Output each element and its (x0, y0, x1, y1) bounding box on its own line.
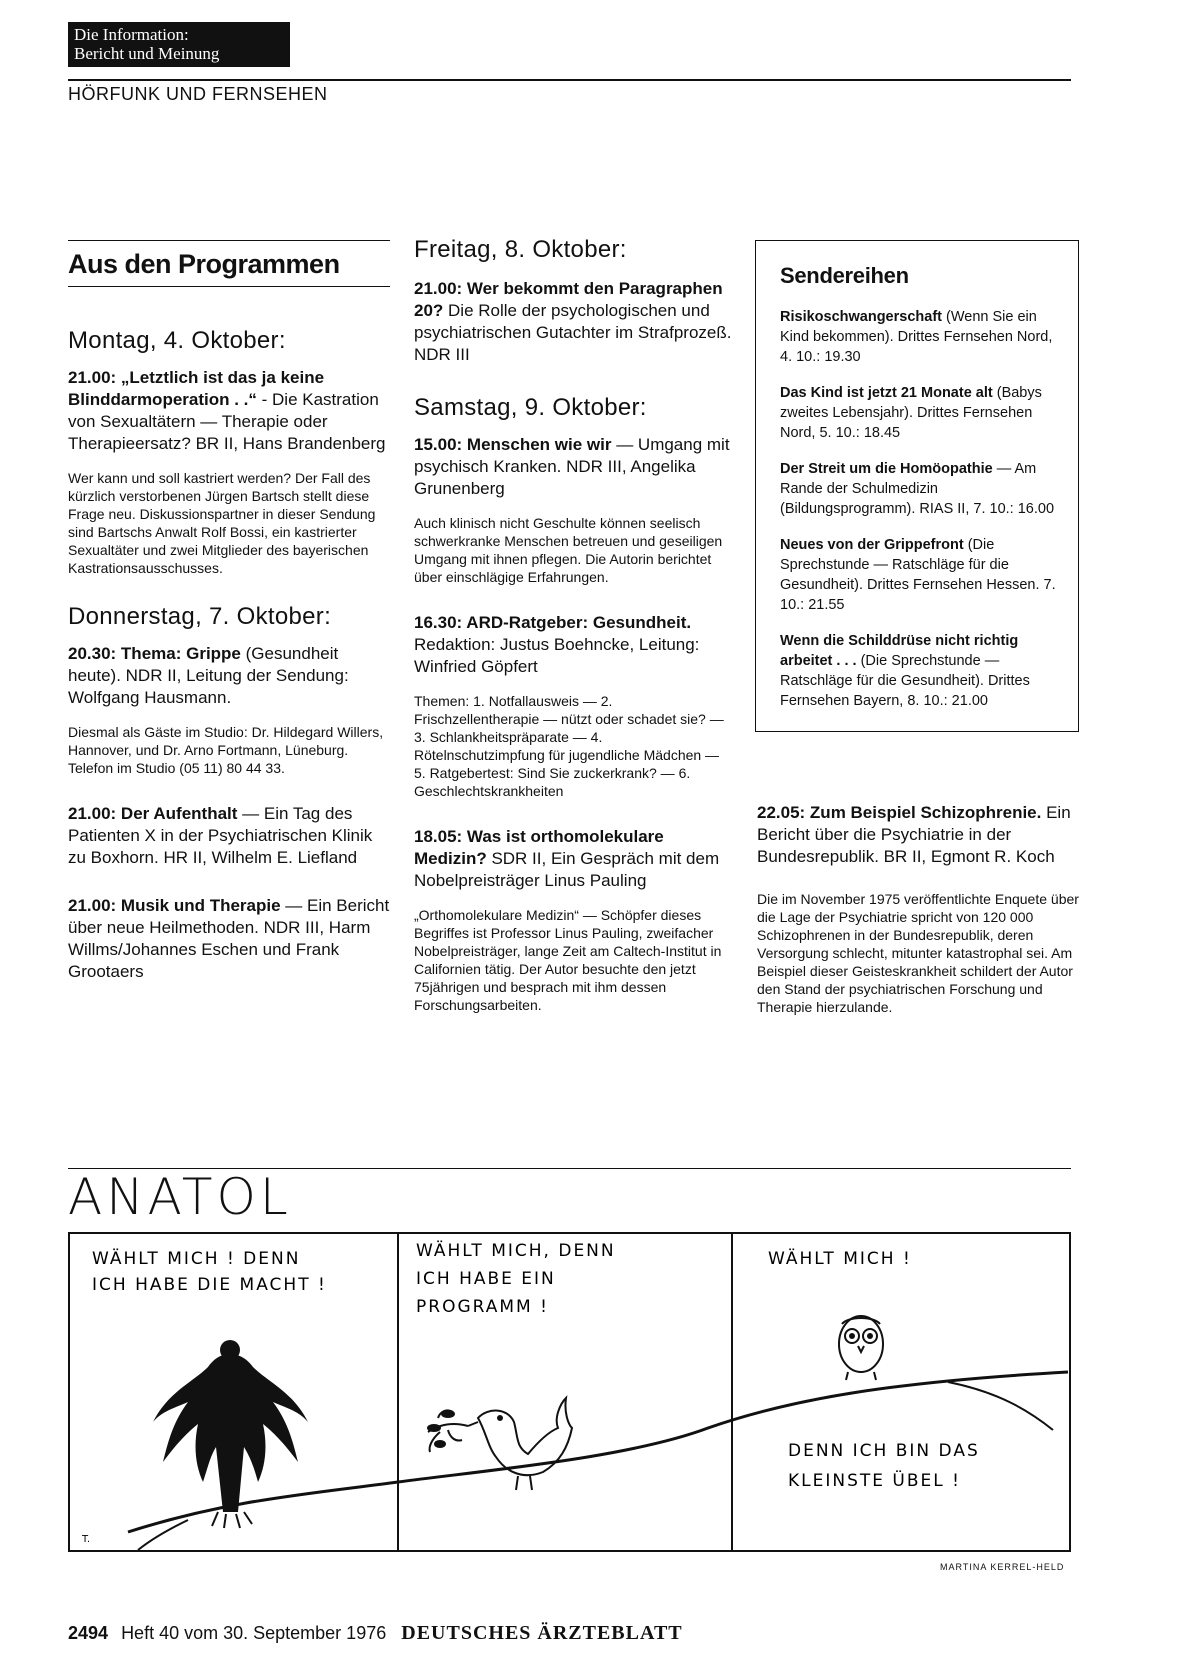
speech-bubble-text: WÄHLT MICH, DENN (416, 1241, 616, 1261)
series-text: (Die Sprechstunde — Ratschläge für die Gesundheit). Drittes Fernsehen Hessen. 7. 10.: 21.55 (780, 537, 1056, 613)
top-rule (68, 79, 1071, 81)
series-entry (780, 535, 1056, 615)
program-entry (414, 826, 734, 892)
day-heading-monday: Montag, 4. Oktober: (68, 327, 286, 354)
speech-bubble-text: PROGRAMM ! (416, 1297, 549, 1317)
series-text: (Wenn Sie ein Kind bekommen). Drittes Fernsehen Nord, 4. 10.: 19.30 (780, 309, 1053, 365)
twig-icon (138, 1520, 188, 1550)
entry-description: Die im November 1975 veröffentlichte Enquete über die Lage der Psychiatrie spricht von 120 000 Schizophrenen in der Bundesrepublik, deren Versorgung schlecht, mitunter katastrophal sei. Am Beispiel dieser Geisteskrankheit schildert der Autor den Stand der psychiatrischen Forschung und Therapie hierzulande. (757, 891, 1079, 1015)
program-entry (414, 278, 734, 366)
series-entry (780, 631, 1056, 711)
comic-title: ANATOL (68, 1168, 292, 1226)
magazine-name: DEUTSCHES ÄRZTEBLATT (401, 1622, 683, 1644)
series-title: Der Streit um die Homöopathie (780, 461, 993, 477)
page-footer (68, 1622, 683, 1645)
entry-text: SDR II, Ein Gespräch mit dem Nobelpreisträger Linus Pauling (414, 849, 720, 890)
kicker-line-1: Die Information: (74, 25, 189, 44)
speech-bubble-text: ICH HABE DIE MACHT ! (92, 1275, 327, 1295)
entry-description: „Orthomolekulare Medizin“ — Schöpfer dieses Begriffes ist Professor Linus Pauling, zweifacher Nobelpreisträger, lange Zeit am Caltech-Institut in Californien tätig. Der Autor besuchte den jetzt 75jährigen und besprach mit ihm dessen Forschungsarbeiten. (414, 907, 722, 1013)
entry-title: 22.05: Zum Beispiel Schizophrenie. (757, 803, 1042, 822)
program-entry (414, 612, 734, 678)
kicker-label (68, 22, 290, 67)
program-entry (68, 367, 390, 455)
entry-description: Auch klinisch nicht Geschulte können seelisch schwerkranke Menschen betreuen und geseiligen Umgang mit ihnen pflegen. Die Autorin berichtet über einschlägige Erfahrungen. (414, 515, 723, 585)
eagle-icon (153, 1340, 308, 1512)
entry-title: 18.05: Was ist orthomolekulare Medizin? (414, 827, 664, 868)
section-title: HÖRFUNK UND FERNSEHEN (68, 84, 328, 104)
entry-title: 21.00: „Letztlich ist das ja keine Blinddarmoperation . .“ (68, 368, 325, 409)
entry-title: 20.30: Thema: Grippe (68, 644, 241, 663)
speech-bubble-text: WÄHLT MICH ! DENN (92, 1249, 301, 1269)
series-title: Risikoschwangerschaft (780, 309, 942, 325)
series-title: Wenn die Schilddrüse nicht richtig arbeitet . . . (780, 633, 1019, 669)
program-entry (68, 803, 390, 869)
entry-title: 21.00: Wer bekommt den Paragraphen 20? (414, 279, 723, 320)
series-heading: Sendereihen (780, 263, 909, 288)
programs-heading: Aus den Programmen (68, 240, 390, 287)
owl-icon (839, 1316, 883, 1380)
program-entry (757, 802, 1079, 868)
entry-description: Wer kann und soll kastriert werden? Der Fall des kürzlich verstorbenen Jürgen Bartsch stellt diese Frage neu. Diskussionspartner in dieser Sendung sind Bartschs Anwalt Rolf Bossi, ein kastrierter Sexualtäter und zwei Mitglieder des bayerischen Kastrationsausschusses. (68, 470, 376, 576)
column-2 (414, 236, 734, 1040)
entry-text: — Umgang mit psychisch Kranken. NDR III, Angelika Grunenberg (414, 435, 730, 498)
entry-text: Die Rolle der psychologischen und psychiatrischen Gutachter im Strafprozeß. NDR III (414, 301, 732, 364)
speech-bubble-text: KLEINSTE ÜBEL ! (788, 1471, 961, 1491)
eagle-talons-icon (212, 1512, 252, 1528)
program-entry (68, 643, 390, 709)
artist-signature: T. (82, 1534, 91, 1545)
speech-bubble-text: ICH HABE EIN (416, 1269, 556, 1289)
series-entry (780, 307, 1056, 367)
column-1 (68, 240, 390, 997)
comic-credit: MARTINA KERREL-HELD (940, 1562, 1065, 1572)
series-entry (780, 383, 1056, 443)
page-number: 2494 (68, 1623, 109, 1643)
issue-info: Heft 40 vom 30. September 1976 (121, 1623, 387, 1643)
series-text: (Babys zweites Lebensjahr). Drittes Fernsehen Nord, 5. 10.: 18.45 (780, 385, 1042, 441)
series-text: (Die Sprechstunde — Ratschläge für die Gesundheit). Drittes Fernsehen Bayern, 8. 10.: 21.00 (780, 653, 1030, 709)
series-box (755, 240, 1079, 732)
day-heading-thursday: Donnerstag, 7. Oktober: (68, 603, 332, 630)
entry-text: - Die Kastration von Sexualtätern — Therapie oder Therapieersatz? BR II, Hans Brandenberg (68, 390, 386, 453)
entry-text: — Ein Tag des Patienten X in der Psychiatrischen Klinik zu Boxhorn. HR II, Wilhelm E. Liefland (68, 804, 373, 867)
program-entry (68, 895, 390, 983)
comic-strip (68, 1232, 1071, 1558)
entry-description: Diesmal als Gäste im Studio: Dr. Hildegard Willers, Hannover, und Dr. Arno Fortmann, Lüneburg. Telefon im Studio (05 11) 80 44 33. (68, 724, 384, 776)
entry-text: Ein Bericht über die Psychiatrie in der Bundesrepublik. BR II, Egmont R. Koch (757, 803, 1071, 866)
entry-title: 21.00: Musik und Therapie (68, 896, 281, 915)
twig-icon (948, 1382, 1053, 1430)
entry-text: — Ein Bericht über neue Heilmethoden. NDR III, Harm Willms/Johannes Eschen und Frank Grootaers (68, 896, 390, 981)
day-heading-saturday: Samstag, 9. Oktober: (414, 394, 647, 421)
series-title: Das Kind ist jetzt 21 Monate alt (780, 385, 993, 401)
entry-text: Redaktion: Justus Boehncke, Leitung: Winfried Göpfert (414, 635, 700, 676)
column-3 (757, 240, 1079, 1042)
entry-description: Themen: 1. Notfallausweis — 2. Frischzellentherapie — nützt oder schadet sie? — 3. Schlankheitspräparate — 4. Rötelnschutzimpfung für jugendliche Mädchen — 5. Ratgebertest: Sind Sie zuckerkrank? — 6. Geschlechtskrankheiten (414, 693, 724, 799)
series-text: — Am Rande der Schulmedizin (Bildungsprogramm). RIAS II, 7. 10.: 16.00 (780, 461, 1055, 517)
kicker-line-2: Bericht und Meinung (74, 44, 220, 63)
entry-title: 16.30: ARD-Ratgeber: Gesundheit. (414, 613, 692, 632)
speech-bubble-text: DENN ICH BIN DAS (788, 1441, 980, 1461)
owl-eyes-icon (849, 1333, 873, 1339)
entry-text: (Gesundheit heute). NDR II, Leitung der Sendung: Wolfgang Hausmann. (68, 644, 349, 707)
program-entry (414, 434, 734, 500)
series-entry (780, 459, 1056, 519)
entry-title: 21.00: Der Aufenthalt (68, 804, 238, 823)
day-heading-friday: Freitag, 8. Oktober: (414, 236, 627, 263)
series-title: Neues von der Grippefront (780, 537, 964, 553)
speech-bubble-text: WÄHLT MICH ! (768, 1249, 912, 1269)
entry-title: 15.00: Menschen wie wir (414, 435, 612, 454)
